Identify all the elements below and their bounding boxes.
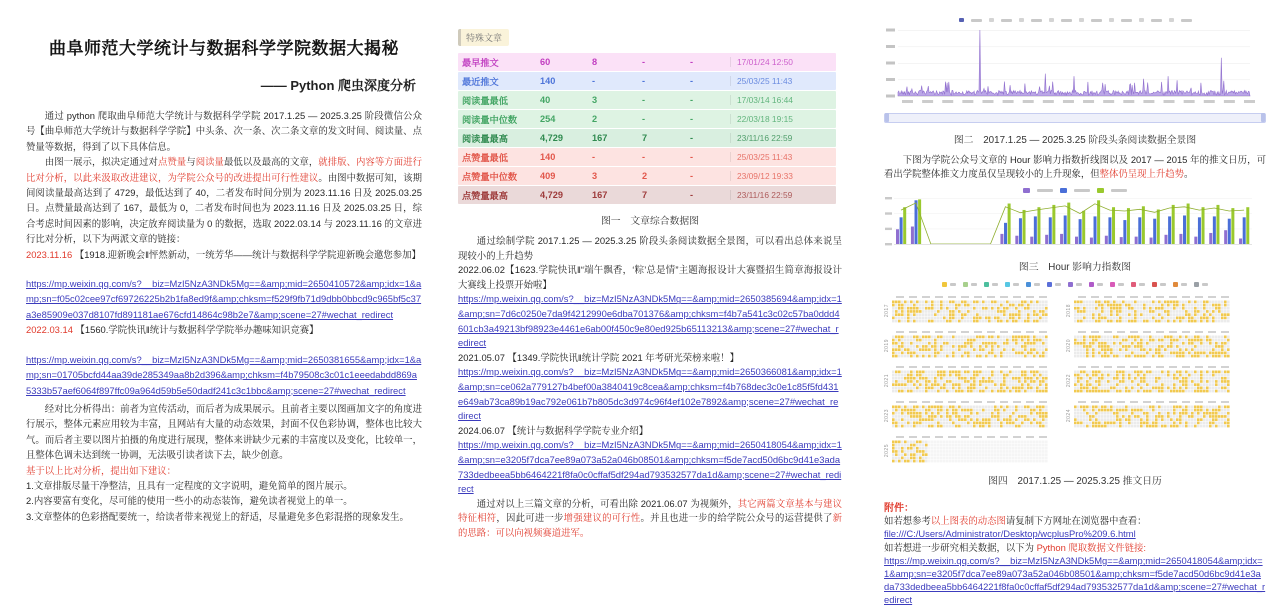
table-cell-v4: - [690, 171, 694, 181]
table-cell-time: 23/09/12 19:33 [730, 171, 832, 181]
calendar-year-label: 2019 [884, 338, 890, 352]
text-segment: 点赞量 [157, 156, 187, 168]
table-cell-v1: 140 [540, 76, 556, 86]
text-segment: 如若想进一步研究相关数据，以下为 [884, 541, 1037, 553]
text-segment: 2021.05.07 【1349.学院快讯‖统计学院 2021 年考研光荣榜来啦！】 [458, 351, 740, 363]
text-segment: 通过对以上三篇文章的分析，可看出除 2021.06.07 为视频外， [476, 497, 738, 509]
attachment-file-link[interactable] [884, 527, 1266, 540]
text-segment: 新的思路：可以向视频赛道进军。 [458, 512, 842, 538]
table-cell-time: 17/03/14 16:44 [730, 95, 832, 105]
table-row [458, 53, 836, 71]
link-text[interactable]: https://mp.weixin.qq.com/s?__biz=MzI5NzA3NDk5Mg==&amp;mid=2650410572&amp;idx=1&amp;sn=f05c02cee97cf69726225b2b1fa8ed9f&amp;chksm=f529f9fb71d9dbb0bbcd9c965bf5c37a3e85909e037d8107fd891181ae676cfd14864c98b2e7&amp;scene=27#wechat_redirect [26, 278, 422, 320]
table-row [458, 148, 836, 166]
table-cell-v4: - [690, 190, 694, 200]
table-cell-label: 点赞量最高 [462, 191, 508, 201]
month-legend-chip [1194, 282, 1199, 287]
fig4-month-legend [884, 280, 1266, 288]
table-cell-label: 最早推文 [462, 58, 499, 68]
table-cell-time: 17/01/24 12:50 [730, 57, 832, 67]
table-cell-v2: 3 [592, 171, 598, 181]
link-text[interactable]: https://mp.weixin.qq.com/s?__biz=MzI5NzA3NDk5Mg==&amp;mid=2650418054&amp;idx=1&amp;sn=e3205f7dca7ee89a073a52a046b08501&amp;chksm=f5de7acd50d6bc9d41e3ada733dedbeea5bb6464221f8fa0c0cffaf5df294ad793532577da1d&amp;scene=27#wechat_redirect [884, 554, 1266, 606]
article-date-title-4 [458, 351, 842, 366]
attachment-line-2 [884, 541, 1266, 554]
text-segment: 增强建议的可行性 [563, 512, 641, 524]
text-segment: 。 [1184, 167, 1194, 179]
table-cell-v3: 7 [642, 133, 648, 143]
legend-label-blur [1181, 19, 1192, 22]
text-segment: 与 [186, 156, 196, 168]
table-cell-v2: 8 [592, 57, 598, 67]
table-cell-v2: - [592, 76, 596, 86]
legend-label-blur [1160, 283, 1166, 286]
legend-label-blur [1031, 19, 1042, 22]
link-text[interactable]: https://mp.weixin.qq.com/s?__biz=MzI5NzA3NDk5Mg==&amp;mid=2650381655&amp;idx=1&amp;sn=01705bcfd44aa39de285349aa8b2d396&amp;chksm=f4b79508c3c01c1eeedabdd869a5333b57aef6064f897ffc09a964d59b5e50dadf241c3c1bbc&amp;scene=27#wechat_redirect [26, 353, 422, 396]
calendar-strip-2024 [1066, 401, 1234, 429]
legend-chip [1079, 18, 1084, 22]
text-segment: 阅读量 [195, 156, 224, 168]
fig3-bar-line-chart [884, 196, 1256, 250]
text-segment: 通过 python 爬取曲阜师范大学统计与数据科学学院 2017.1.25 — 2025.3.25 阶段微信公众号【曲阜师范大学统计与数据科学学院】中头条、次一条、次二条文章的发文时间、阅读量、点赞量等数据，得到了以下具体信息。 [26, 110, 422, 152]
suggestion-3 [26, 509, 422, 524]
special-articles-tag: 特殊文章 [458, 29, 509, 46]
calendar-strip-2023 [884, 401, 1052, 429]
legend-label-blur [1202, 283, 1208, 286]
special-articles-table [458, 53, 836, 204]
legend-chip [1019, 18, 1024, 22]
table-cell-v4: - [690, 95, 694, 105]
legend-label-blur [1139, 283, 1145, 286]
calendar-row [884, 296, 1266, 324]
paragraph-intro [26, 108, 422, 154]
article-url-5[interactable] [458, 438, 842, 496]
table-cell-v1: 140 [540, 152, 556, 162]
calendar-row [884, 401, 1266, 429]
text-segment: 2.内容要富有变化，尽可能的使用一些小的动态装饰，避免读者视觉上的单一。 [26, 495, 353, 507]
text-segment: 2023.11.16 [26, 248, 73, 260]
table-cell-v1: 60 [540, 57, 551, 67]
right-report-page [884, 16, 1266, 607]
table-cell-label: 阅读量最低 [462, 96, 508, 106]
text-segment: 以上图表的动态图 [930, 515, 1006, 527]
calendar-strip-2019 [884, 331, 1052, 359]
table-cell-v4: - [690, 133, 694, 143]
legend-label-blur [1091, 19, 1102, 22]
month-legend-chip [1026, 282, 1031, 287]
calendar-heatmap [892, 296, 1052, 324]
table-row [458, 72, 836, 90]
legend-chip [959, 18, 964, 22]
month-legend-chip [1110, 282, 1115, 287]
text-segment: 下图为学院公众号文章的 Hour 影响力指数折线图以及 2017 — 2015 年的推文日历，可看出学院整体推文力度虽仅呈现较小的上升现象，但 [884, 154, 1266, 179]
attachment-data-url[interactable] [884, 554, 1266, 607]
paragraph-analysis [26, 154, 422, 246]
table-cell-time: 23/11/16 22:59 [730, 133, 832, 143]
fig4-calendar-grid [884, 296, 1266, 464]
table-cell-v3: - [642, 152, 646, 162]
text-segment: 2022.06.02【1623.学院快讯‖“端午飘香，‘粽’总是情”主题海报设计大赛暨招生简章海报设计大赛线上投票开始啦】 [458, 264, 842, 290]
calendar-heatmap [892, 366, 1052, 394]
fig2-legend [884, 16, 1266, 24]
calendar-heatmap [1074, 296, 1234, 324]
article-date-title-5 [458, 424, 842, 439]
month-legend-chip [1131, 282, 1136, 287]
text-segment: 【1918.迎新晚会‖怦然新动，一统芳华——统计与数据科学学院迎新晚会邀您参加】 [72, 248, 421, 260]
month-legend-chip [984, 282, 989, 287]
legend-chip [1139, 18, 1144, 22]
calendar-year-label: 2021 [884, 373, 890, 387]
month-legend-chip [963, 282, 968, 287]
month-legend-chip [1047, 282, 1052, 287]
calendar-year-label: 2022 [1066, 373, 1072, 387]
calendar-strip-2017 [884, 296, 1052, 324]
text-segment: 经对比分析得出：前者为宣传活动，而后者为成果展示。且前者主要以图画加文字的角度进行展示，整体元素应用较为丰富，且网站有大量的动态效果，封面不仅色彩协调，整体也比较大气。而后者主要以图片拍摄的角度进行展现，整体来讲缺少元素的丰富度以及变化，比较单一，且整体色调未达到统一协调，无法吸引读者读下去，缺少创意。 [26, 402, 422, 461]
article-date-title-1 [26, 247, 422, 262]
calendar-heatmap [892, 436, 1052, 464]
paragraph-suggest-head [26, 463, 422, 478]
page-subtitle: —— Python 爬虫深度分析 [260, 78, 416, 93]
month-legend-chip [1068, 282, 1073, 287]
calendar-year-label: 2020 [1066, 338, 1072, 352]
legend-chip [1097, 188, 1104, 193]
calendar-year-label: 2018 [1066, 303, 1072, 317]
paragraph-conclusion [458, 497, 842, 541]
table-cell-v3: - [642, 76, 646, 86]
legend-chip [1169, 18, 1174, 22]
link-text[interactable]: file:///C:/Users/Administrator/Desktop/wcplusPro%209.6.html [884, 528, 1136, 540]
slider-handle-right[interactable] [1261, 113, 1265, 122]
text-segment: 通过绘制学院 2017.1.25 — 2025.3.25 阶段头条阅读数据全景图，可以看出总体来说呈现较小的上升趋势 [458, 235, 842, 261]
legend-label-blur [1151, 19, 1162, 22]
month-legend-chip [942, 282, 947, 287]
table-cell-label: 点赞量中位数 [462, 172, 518, 182]
table-cell-label: 阅读量中位数 [462, 115, 518, 125]
calendar-strip-2022 [1066, 366, 1234, 394]
table-cell-v4: - [690, 152, 694, 162]
legend-label-blur [1076, 283, 1082, 286]
calendar-heatmap [892, 331, 1052, 359]
table-cell-v3: 2 [642, 171, 648, 181]
fig3-legend [884, 186, 1266, 194]
text-segment: ，因此可进一步 [496, 512, 564, 524]
article-date-title-2 [26, 322, 422, 337]
table-cell-label: 点赞量最低 [462, 153, 508, 163]
table-row [458, 129, 836, 147]
suggestion-2 [26, 493, 422, 508]
calendar-row [884, 331, 1266, 359]
text-segment: 3.文章整体的色彩搭配要统一，给读者带来视觉上的舒适，尽量避免多色彩混搭的现象发生。 [26, 510, 409, 522]
month-legend-chip [1152, 282, 1157, 287]
slider-handle-left[interactable] [885, 113, 889, 122]
month-legend-chip [1005, 282, 1010, 287]
calendar-strip-2021 [884, 366, 1052, 394]
table-cell-v3: - [642, 57, 646, 67]
table-cell-v3: 7 [642, 190, 648, 200]
table-cell-v2: - [592, 152, 596, 162]
text-segment: 。由图中数据可知，该期间阅读量最高达到了 4729，最低达到了 40，二者发布时间分别为 2023.11.16 日及 2025.03.25 日。点赞量最高达到了 167，最低为 0，二者发布时间也为 2023.11.16 日及 2025.03.25 日，综合考虑时间因素的影响，决定放弃阅读量为 0 的数据，选取 2022.03.14 与 2023.11.16 的文章进行比对分析，以下为两派文章的链接： [26, 171, 422, 245]
link-text[interactable]: https://mp.weixin.qq.com/s?__biz=MzI5NzA3NDk5Mg==&amp;mid=2650366081&amp;idx=1&amp;sn=ce062a779127b4bef00a3840419c8cea&amp;chksm=f4b768dec3c0e1c85f5fd431e649ab73ca89b19ac792e061b7b805dc3d974c96f4ef102e7892&amp;scene=27#wechat_redirect [458, 366, 842, 422]
article-date-title-3 [458, 263, 842, 292]
paragraph-comparison [26, 401, 422, 463]
link-text[interactable]: https://mp.weixin.qq.com/s?__biz=MzI5NzA3NDk5Mg==&amp;mid=2650418054&amp;idx=1&amp;sn=e3205f7dca7ee89a073a52a046b08501&amp;chksm=f5de7acd50d6bc9d41e3ada733dedbeea5bb6464221f8fa0c0cffaf5df294ad793532577da1d&amp;scene=27#wechat_redirect [458, 439, 842, 495]
calendar-heatmap [1074, 331, 1234, 359]
table-cell-v4: - [690, 57, 694, 67]
text-segment: 。并且也进一步的给学院公众号的运营提供了 [640, 512, 833, 524]
calendar-year-label: 2023 [884, 408, 890, 422]
table-cell-v1: 4,729 [540, 133, 563, 143]
left-report-page [26, 34, 422, 524]
calendar-heatmap [1074, 366, 1234, 394]
table-cell-v4: - [690, 114, 694, 124]
legend-chip [1049, 18, 1054, 22]
text-segment: 就排版、内容等方面进行比对分析，以此来汲取改进建议，为学院公众号的改进提出可行性建议 [26, 156, 422, 183]
article-url-2[interactable] [26, 352, 422, 398]
text-segment: Python 爬取数据文件链接: [1036, 541, 1147, 553]
figure2-caption: 图二 2017.1.25 — 2025.3.25 阶段头条阅读数据全景图 [953, 135, 1197, 146]
text-segment: 如若想参考 [884, 515, 931, 527]
table-cell-v1: 4,729 [540, 190, 563, 200]
text-segment: 2024.06.07 【统计与数据科学学院专业介绍】 [458, 424, 649, 436]
legend-label-blur [1074, 189, 1090, 192]
legend-label-blur [992, 283, 998, 286]
article-url-4[interactable] [458, 365, 842, 423]
table-row [458, 167, 836, 185]
legend-label-blur [1055, 283, 1061, 286]
fig2-area-chart [884, 26, 1256, 110]
text-segment: 2022.03.14 [26, 324, 73, 336]
calendar-heatmap [892, 401, 1052, 429]
link-text[interactable]: https://mp.weixin.qq.com/s?__biz=MzI5NzA3NDk5Mg==&amp;mid=2650385694&amp;idx=1&amp;sn=7d6c0250e7da9f4212990e6dba701376&amp;chksm=f4b7a541c3c02c57ba0ddd4601cb3a49213bf98923e4461e6ab00f450c9e80ed925b65113213&amp;scene=27#wechat_redirect [458, 293, 842, 349]
table-cell-v4: - [690, 76, 694, 86]
figure1-caption: 图一 文章综合数据图 [601, 216, 699, 227]
table-cell-v3: - [642, 114, 646, 124]
table-cell-v1: 254 [540, 114, 556, 124]
table-cell-v2: 2 [592, 114, 598, 124]
table-cell-v2: 167 [592, 190, 608, 200]
legend-label-blur [971, 283, 977, 286]
table-cell-time: 22/03/18 19:15 [730, 114, 832, 124]
legend-label-blur [1001, 19, 1012, 22]
table-cell-v3: - [642, 95, 646, 105]
table-cell-v1: 40 [540, 95, 551, 105]
text-segment: 1.文章排版尽量干净整洁，且具有一定程度的文字说明，避免简单的图片展示。 [26, 479, 353, 491]
table-row [458, 91, 836, 109]
text-segment: 基于以上比对分析，提出如下建议： [26, 464, 177, 476]
legend-label-blur [1097, 283, 1103, 286]
table-cell-time: 23/11/16 22:59 [730, 190, 832, 200]
text-segment: 整体仍呈现上升趋势 [1099, 167, 1185, 179]
table-cell-time: 25/03/25 11:43 [730, 152, 832, 162]
legend-label-blur [1013, 283, 1019, 286]
table-row [458, 110, 836, 128]
table-cell-v1: 409 [540, 171, 556, 181]
article-url-3[interactable] [458, 292, 842, 350]
article-url-1[interactable] [26, 276, 422, 322]
legend-label-blur [1181, 283, 1187, 286]
table-cell-v2: 167 [592, 133, 608, 143]
text-segment: 由图一展示，拟决定通过对 [44, 156, 158, 168]
fig2-zoom-slider[interactable] [884, 113, 1266, 123]
legend-label-blur [1061, 19, 1072, 22]
month-legend-chip [1173, 282, 1178, 287]
legend-label-blur [1111, 189, 1127, 192]
calendar-row [884, 366, 1266, 394]
table-cell-label: 最近推文 [462, 77, 499, 87]
attachment-line-1 [884, 514, 1266, 527]
legend-label-blur [1034, 283, 1040, 286]
legend-chip [989, 18, 994, 22]
page-title: 曲阜师范大学统计与数据科学学院数据大揭秘 [49, 39, 399, 58]
legend-label-blur [1121, 19, 1132, 22]
suggestion-1 [26, 478, 422, 493]
calendar-strip-2025 [884, 436, 1052, 464]
table-cell-time: 25/03/25 11:43 [730, 76, 832, 86]
legend-label-blur [1037, 189, 1053, 192]
legend-chip [1060, 188, 1067, 193]
text-segment: 最低以及最高的文章， [223, 156, 319, 168]
paragraph-overview [458, 234, 842, 263]
calendar-strip-2018 [1066, 296, 1234, 324]
legend-label-blur [950, 283, 956, 286]
calendar-year-label: 2025 [884, 443, 890, 457]
table-row [458, 186, 836, 204]
legend-label-blur [971, 19, 982, 22]
text-segment: 【1560.学院快讯‖统计与数据科学学院举办趣味知识竞赛】 [72, 324, 319, 336]
table-cell-label: 阅读量最高 [462, 134, 508, 144]
calendar-strip-2020 [1066, 331, 1234, 359]
figure3-caption: 图三 Hour 影响力指数图 [1018, 262, 1132, 274]
text-segment: 请复制下方网址在浏览器中查看： [1005, 515, 1147, 527]
figure4-caption: 图四 2017.1.25 — 2025.3.25 推文日历 [988, 476, 1162, 488]
text-segment: 其它两篇文章基本与建议特征相符 [458, 497, 842, 524]
legend-label-blur [1118, 283, 1124, 286]
calendar-row [884, 436, 1266, 464]
calendar-year-label: 2017 [884, 303, 890, 317]
calendar-heatmap [1074, 401, 1234, 429]
month-legend-chip [1089, 282, 1094, 287]
table-cell-v2: 3 [592, 95, 598, 105]
legend-chip [1023, 188, 1030, 193]
paragraph-hour-intro [884, 153, 1266, 180]
middle-report-page [458, 28, 842, 540]
calendar-year-label: 2024 [1066, 408, 1072, 422]
attachment-heading: 附件： [884, 503, 914, 515]
legend-chip [1109, 18, 1114, 22]
